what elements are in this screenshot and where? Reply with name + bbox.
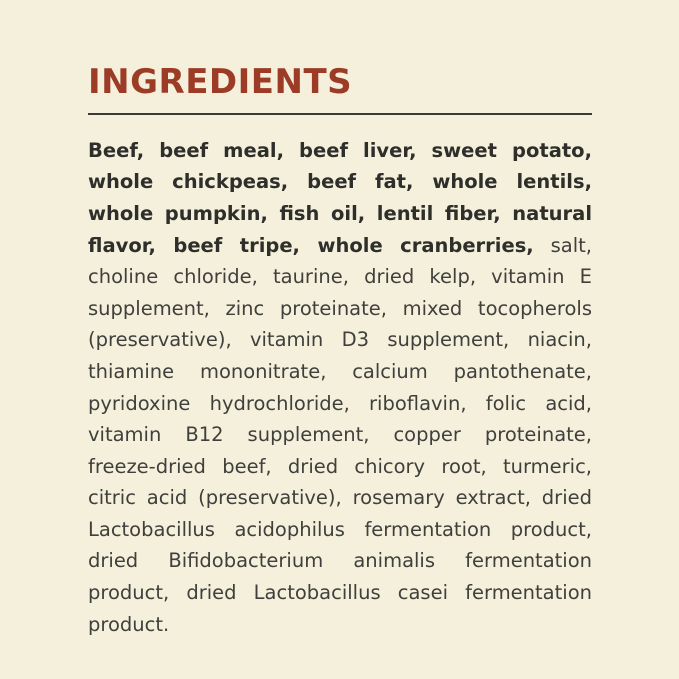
- ingredients-primary-text: Beef, beef meal, beef liver, sweet potato, whole chickpeas, beef fat, whole lentils, whole pumpkin, fish oil, lentil fiber, natural flavor, beef tripe, whole cranberries,: [88, 138, 592, 257]
- ingredients-secondary-text: salt, choline chloride, taurine, dried kelp, vitamin E supplement, zinc proteinate, mixed tocopherols (preservative), vitamin D3 supplement, niacin, thiamine mononitrate, calcium pantothenate, pyridoxine hydrochloride, riboflavin, folic acid, vitamin B12 supplement, copper proteinate, freeze-dried beef, dried chicory root, turmeric, citric acid (preservative), rosemary extract, dried Lactobacillus acidophilus fermentation product, dried Bifidobacterium animalis fermentation product, dried Lactobacillus casei fermentation product.: [88, 233, 592, 636]
- title-divider: [88, 113, 592, 115]
- ingredients-panel: [88, 64, 592, 660]
- ingredients-paragraph: [88, 135, 592, 640]
- page-title: INGREDIENTS: [88, 62, 353, 102]
